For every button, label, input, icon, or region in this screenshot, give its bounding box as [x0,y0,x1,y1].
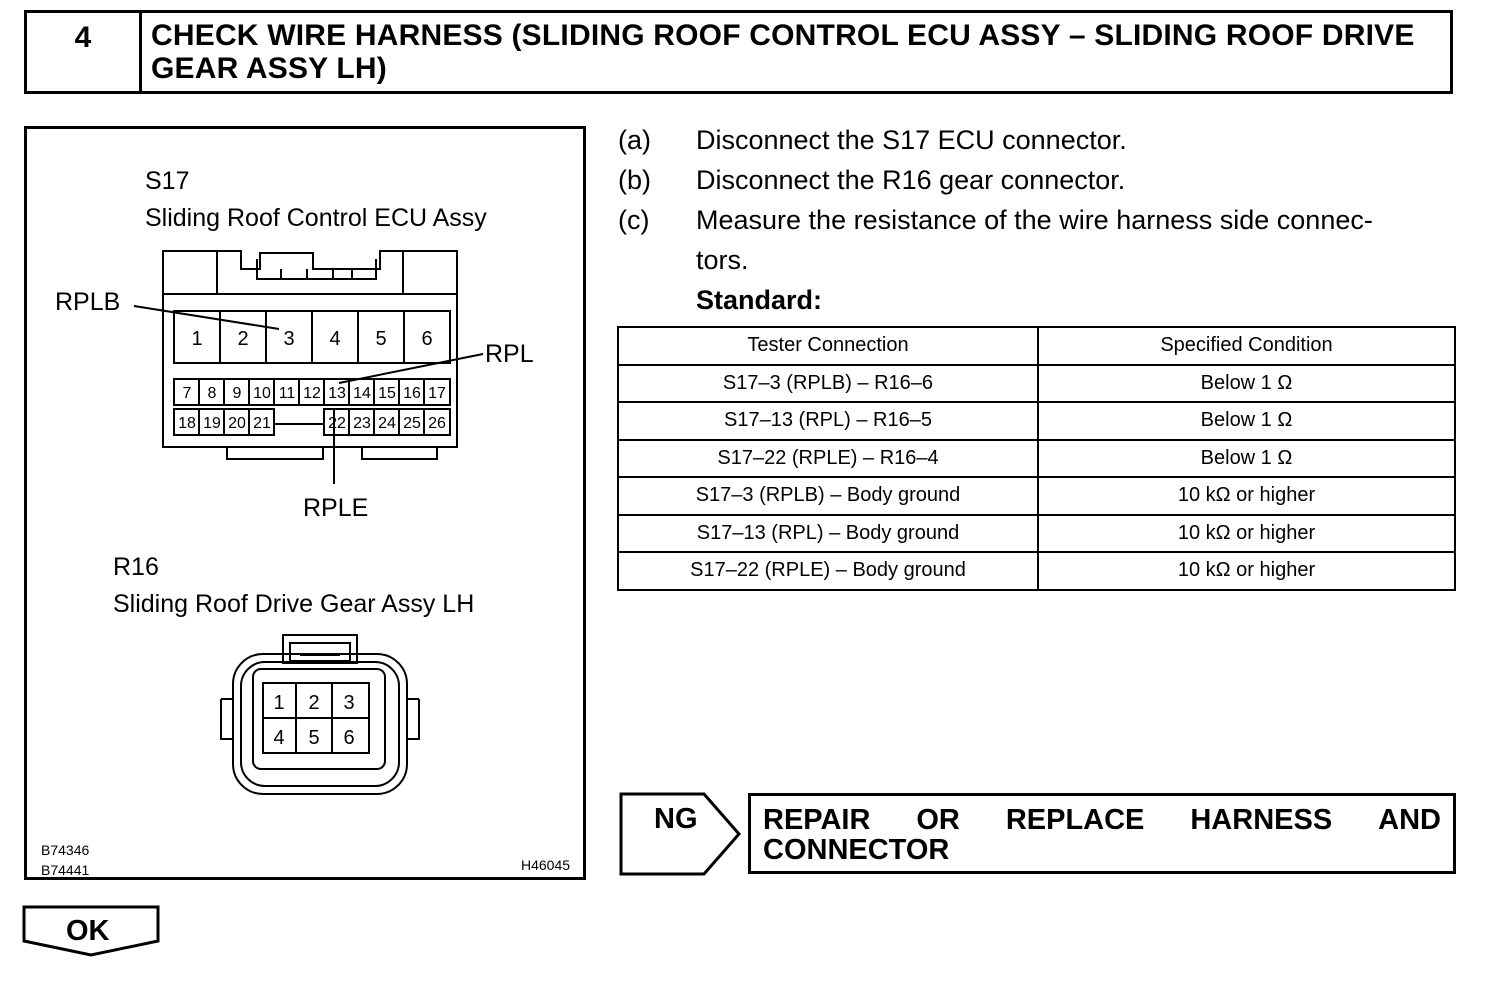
s17-pin: 12 [303,385,321,402]
connector-diagram-svg [27,129,583,877]
table-header-row [618,327,1455,365]
step-title: CHECK WIRE HARNESS (SLIDING ROOF CONTROL ECU ASSY – SLIDING ROOF DRIVE GEAR ASSY LH) [151,19,1415,85]
table-row [618,552,1455,590]
ng-action-word: REPLACE [1005,804,1145,836]
step-letter: (b) [618,165,651,195]
table-cell: S17–13 (RPL) – R16–5 [618,402,1038,440]
s17-pin: 24 [378,415,396,432]
s17-pin: 2 [237,328,249,350]
s17-pin: 11 [278,385,296,402]
table-cell: 10 kΩ or higher [1038,552,1455,590]
s17-pin: 10 [253,385,271,402]
connector1-code: S17 [145,167,190,195]
s17-pin: 16 [403,385,421,402]
figure-ref-right: H46045 [521,857,571,873]
table-cell: S17–22 (RPLE) – R16–4 [618,440,1038,478]
table-row [618,477,1455,515]
table-cell: Below 1 Ω [1038,365,1455,403]
figure-ref-left-1: B74346 [41,842,90,858]
s17-pin: 4 [329,328,341,350]
ng-action-word: HARNESS [1190,804,1333,836]
r16-pin: 1 [273,692,285,714]
step-letter: (c) [618,205,650,235]
ok-label: OK [66,915,110,947]
connector1-name: Sliding Roof Control ECU Assy [145,204,487,232]
table-row [618,402,1455,440]
s17-pin: 8 [207,385,217,402]
ok-arrow-button[interactable] [22,905,162,959]
table-cell: Below 1 Ω [1038,440,1455,478]
s17-pin: 9 [232,385,242,402]
column-header: Tester Connection [618,327,1038,365]
r16-pin: 6 [343,727,355,749]
table-cell: S17–3 (RPLB) – R16–6 [618,365,1038,403]
ng-action-word: AND [1378,804,1441,836]
s17-pin: 22 [328,415,346,432]
ng-action-box [748,793,1456,874]
step-text: Disconnect the S17 ECU connector. [696,125,1127,155]
r16-pin: 4 [273,727,285,749]
s17-pin: 26 [428,415,446,432]
s17-pin: 20 [228,415,246,432]
table-row [618,440,1455,478]
table-cell: S17–22 (RPLE) – Body ground [618,552,1038,590]
s17-pin: 5 [375,328,387,350]
table-row [618,365,1455,403]
s17-pin: 3 [283,328,295,350]
ng-action-word: OR [916,804,960,836]
step-header [24,10,1453,94]
connector-diagram [24,126,586,880]
s17-pin: 19 [203,415,221,432]
s17-pin: 7 [182,385,192,402]
connector2-code: R16 [113,553,159,581]
callout-rple: RPLE [303,494,369,522]
table-cell: Below 1 Ω [1038,402,1455,440]
step-text: Disconnect the R16 gear connector. [696,165,1126,195]
column-header: Specified Condition [1038,327,1455,365]
r16-pin: 2 [308,692,320,714]
s17-pin: 25 [403,415,421,432]
callout-rplb: RPLB [55,288,121,316]
r16-pin: 5 [308,727,320,749]
ng-label: NG [654,803,698,835]
step-number: 4 [27,13,142,91]
connector2-name: Sliding Roof Drive Gear Assy LH [113,590,475,618]
standard-label: Standard: [696,285,823,315]
s17-pin: 21 [253,415,271,432]
step-text: tors. [696,245,749,275]
step-text: Measure the resistance of the wire harness side connec- [696,205,1373,235]
table-cell: 10 kΩ or higher [1038,477,1455,515]
s17-pin: 6 [421,328,433,350]
step-letter: (a) [618,125,651,155]
table-row [618,515,1455,553]
table-cell: S17–13 (RPL) – Body ground [618,515,1038,553]
s17-pin: 23 [353,415,371,432]
table-cell: S17–3 (RPLB) – Body ground [618,477,1038,515]
s17-pin: 1 [191,328,203,350]
s17-pin: 14 [353,385,371,402]
ng-action-line1 [763,804,1441,837]
ng-action-line2: CONNECTOR [763,834,950,866]
r16-connector [221,635,419,794]
table-cell: 10 kΩ or higher [1038,515,1455,553]
callout-rpl: RPL [485,340,534,368]
spec-table [617,326,1456,591]
s17-pin: 17 [428,385,446,402]
ng-action-word: REPAIR [763,804,871,836]
s17-pin: 15 [378,385,396,402]
ng-arrow-button[interactable] [618,791,744,877]
r16-pin: 3 [343,692,355,714]
s17-pin: 13 [328,385,346,402]
figure-ref-left-2: B74441 [41,862,90,877]
s17-pin: 18 [178,415,196,432]
